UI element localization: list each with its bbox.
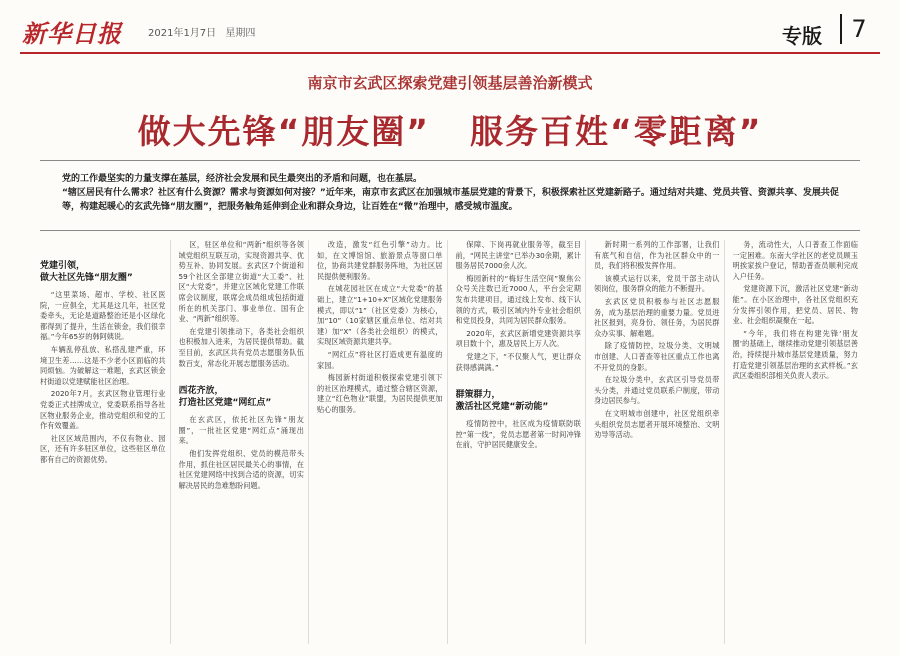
body-paragraph: 在党建引领推动下，各类社会组织也积极加入进来，为居民提供帮助。截至目前，玄武区共有党员志愿服务队伍数百支，常态化开展志愿服务活动。: [178, 326, 304, 368]
headline-part-2: 服务百姓“零距离”: [470, 112, 763, 151]
section-1-title: 党建引领， 做大社区先锋“朋友圈”: [40, 261, 133, 283]
body-paragraph: 除了疫情防控，垃圾分类、文明城市创建、人口普查等社区重点工作也离不开党员的身影。: [594, 341, 720, 372]
issue-date: 2021年1月7日: [148, 28, 217, 39]
body-column-1: [40, 240, 171, 644]
article-body: [40, 240, 862, 644]
headline-divider: [40, 160, 860, 161]
body-paragraph: 在文明城市创建中，社区党组织牵头组织党员志愿者开展环境整治、文明劝导等活动。: [594, 408, 720, 440]
section-2-title: 西花齐放， 打造社区党建“网红点”: [178, 386, 272, 409]
page-number: 7: [840, 14, 876, 44]
body-paragraph: 2020年7月，玄武区物业管理行业党委正式挂牌成立，党委联系指导各社区物业服务企业，推动党组织和党的工作有效覆盖。: [40, 389, 166, 431]
body-paragraph: 社区区域范围内，不仅有物业、园区，还有许多驻区单位，这些驻区单位都有自己的资源优势。: [40, 433, 166, 464]
article-headline: [0, 106, 900, 153]
body-paragraph: 在城花园社区在成立“大党委”的基础上，建立“1+10+X”区域化党建服务模式，即以“1”（社区党委）为核心，加“10”（10家辖区重点单位、结对共建）加“X”（各类社会组织）的模式，实现区域资源共建共享。: [317, 284, 443, 347]
newspaper-logo: 新华日报: [22, 19, 122, 48]
body-paragraph: 改造，激发“红色引擎”动力。比如，在文博馆馆、旅游景点等窗口单位，协商共建党群服务阵地，为社区居民提供便利服务。: [317, 240, 443, 281]
body-column-5: [594, 240, 725, 644]
body-paragraph: 车辆乱停乱放、私搭乱建严重，环境卫生差……这是不少老小区面临的共同烦恼。为破解这一难题，玄武区锁金村街道以党建赋能社区治理。: [40, 344, 166, 386]
body-column-2: [179, 240, 310, 644]
body-paragraph: 2020年，玄武区新增党建资源共享项目数十个，惠及居民上万人次。: [455, 328, 581, 349]
body-column-4: [456, 240, 587, 644]
lead-divider: [40, 230, 860, 231]
issue-info: [148, 24, 261, 39]
body-paragraph: 务，流动性大，人口普查工作面临一定困难。东南大学社区的老党员顾玉明挨家挨户登记，帮助普查员顺利完成入户任务。: [732, 240, 858, 281]
section-label: 专版: [782, 24, 822, 48]
issue-weekday: 星期四: [225, 28, 256, 39]
body-paragraph: 区，驻区单位和“两新”组织等各领域党组织互联互动，实现资源共享、优势互补、协同发展。玄武区7个街道和59个社区全部建立街道“大工委”、社区“大党委”，并建立区域化党建工作联席会议制度，联席会成员组成包括街道所在的机关部门、事业单位、国有企业、“两新”组织等。: [178, 240, 304, 324]
masthead-divider: [20, 52, 880, 54]
body-paragraph: 梅园新村的“梅好生活空间”聚焦公众号关注数已近7000人，平台会定期发布共建项目，通过线上发布、线下认领的方式，吸引区域内外专业社会组织和党员投身，共同为居民群众服务。: [455, 273, 581, 326]
section-3-title: 群策群力， 激活社区党建“新动能”: [455, 390, 549, 413]
body-paragraph: 疫情防控中，社区成为疫情联防联控“第一线”，党员志愿者第一时间冲锋在前，守护居民健康安全。: [455, 419, 581, 450]
body-paragraph: 党建之下，“不仅聚人气，更让群众获得感满满。”: [455, 351, 581, 372]
article-lead: [62, 172, 842, 214]
body-paragraph: “今年，我们将在构建先锋‘朋友圈’的基础上，继续推动党建引领基层善治，持续提升城市基层党建质量，努力打造党建引领基层治理的玄武样板。”玄武区委组织部相关负责人表示。: [732, 328, 858, 381]
body-column-6: [733, 240, 863, 644]
body-paragraph: 他们发挥党组织、党员的模范带头作用，抓住社区居民最关心的事情，在社区党建网络中找到合适的资源，切实解决居民的急难愁盼问题。: [178, 448, 304, 490]
body-paragraph: 玄武区党员积极参与社区志愿服务，成为基层治理的重要力量。党员进社区报到，亮身份、领任务，为居民群众办实事、解难题。: [594, 296, 720, 338]
body-paragraph: 梅园新村街道积极探索党建引领下的社区治理模式，通过整合辖区资源，建立“红色物业”联盟，为居民提供更加贴心的服务。: [317, 373, 443, 414]
headline-part-1: 做大先锋“朋友圈”: [137, 112, 430, 151]
masthead: [0, 0, 900, 58]
article-kicker: 南京市玄武区探索党建引领基层善治新模式: [307, 74, 593, 92]
body-paragraph: 党建资源下沉，激活社区党建“新动能”。在小区治理中，各社区党组织充分发挥引领作用，把党员、居民、物业、社会组织凝聚在一起。: [732, 284, 858, 326]
body-paragraph: “这里菜场、超市、学校、社区医院，一应俱全，尤其是这几年，社区党委牵头，无论是道路整治还是小区绿化都得到了提升，生活在锁金，我们很幸福。”今年65岁的韩阿姨说。: [40, 290, 166, 342]
lead-paragraph-1: 党的工作最坚实的力量支撑在基层，经济社会发展和民生最突出的矛盾和问题，也在基层。: [62, 174, 423, 184]
body-paragraph: 在垃圾分类中，玄武区引导党员带头分类，并通过党员联系户制度，带动身边居民参与。: [594, 375, 720, 406]
body-column-3: [317, 240, 448, 644]
body-paragraph: 新时期一系列的工作部署，让我们有底气和自信，作为社区群众中的一员，我们将积极发挥作用。: [594, 240, 720, 271]
lead-paragraph-2: “辖区居民有什么需求？社区有什么资源？需求与资源如何对接？”近年来，南京市玄武区在加强城市基层党建的背景下，积极探索社区党建新路子。通过结对共建、党员共管、资源共享、发展共促等，构建起暖心的玄武先锋“朋友圈”，把服务触角延伸到企业和群众身边，让百姓在“微”治理中，感受城市温度。: [62, 188, 839, 212]
body-paragraph: 在玄武区，依托社区先锋“朋友圈”，一批社区党建“网红点”涌现出来。: [178, 415, 304, 446]
body-paragraph: “网红点”将社区打造成更有温度的家园。: [317, 349, 443, 370]
body-paragraph: 保障、下岗再就业服务等，截至目前，“网民主讲堂”已举办30余期，累计服务居民7000余人次。: [455, 240, 581, 271]
body-paragraph: 该模式运行以来，党员干部主动认领岗位，服务群众的能力不断提升。: [594, 273, 720, 294]
